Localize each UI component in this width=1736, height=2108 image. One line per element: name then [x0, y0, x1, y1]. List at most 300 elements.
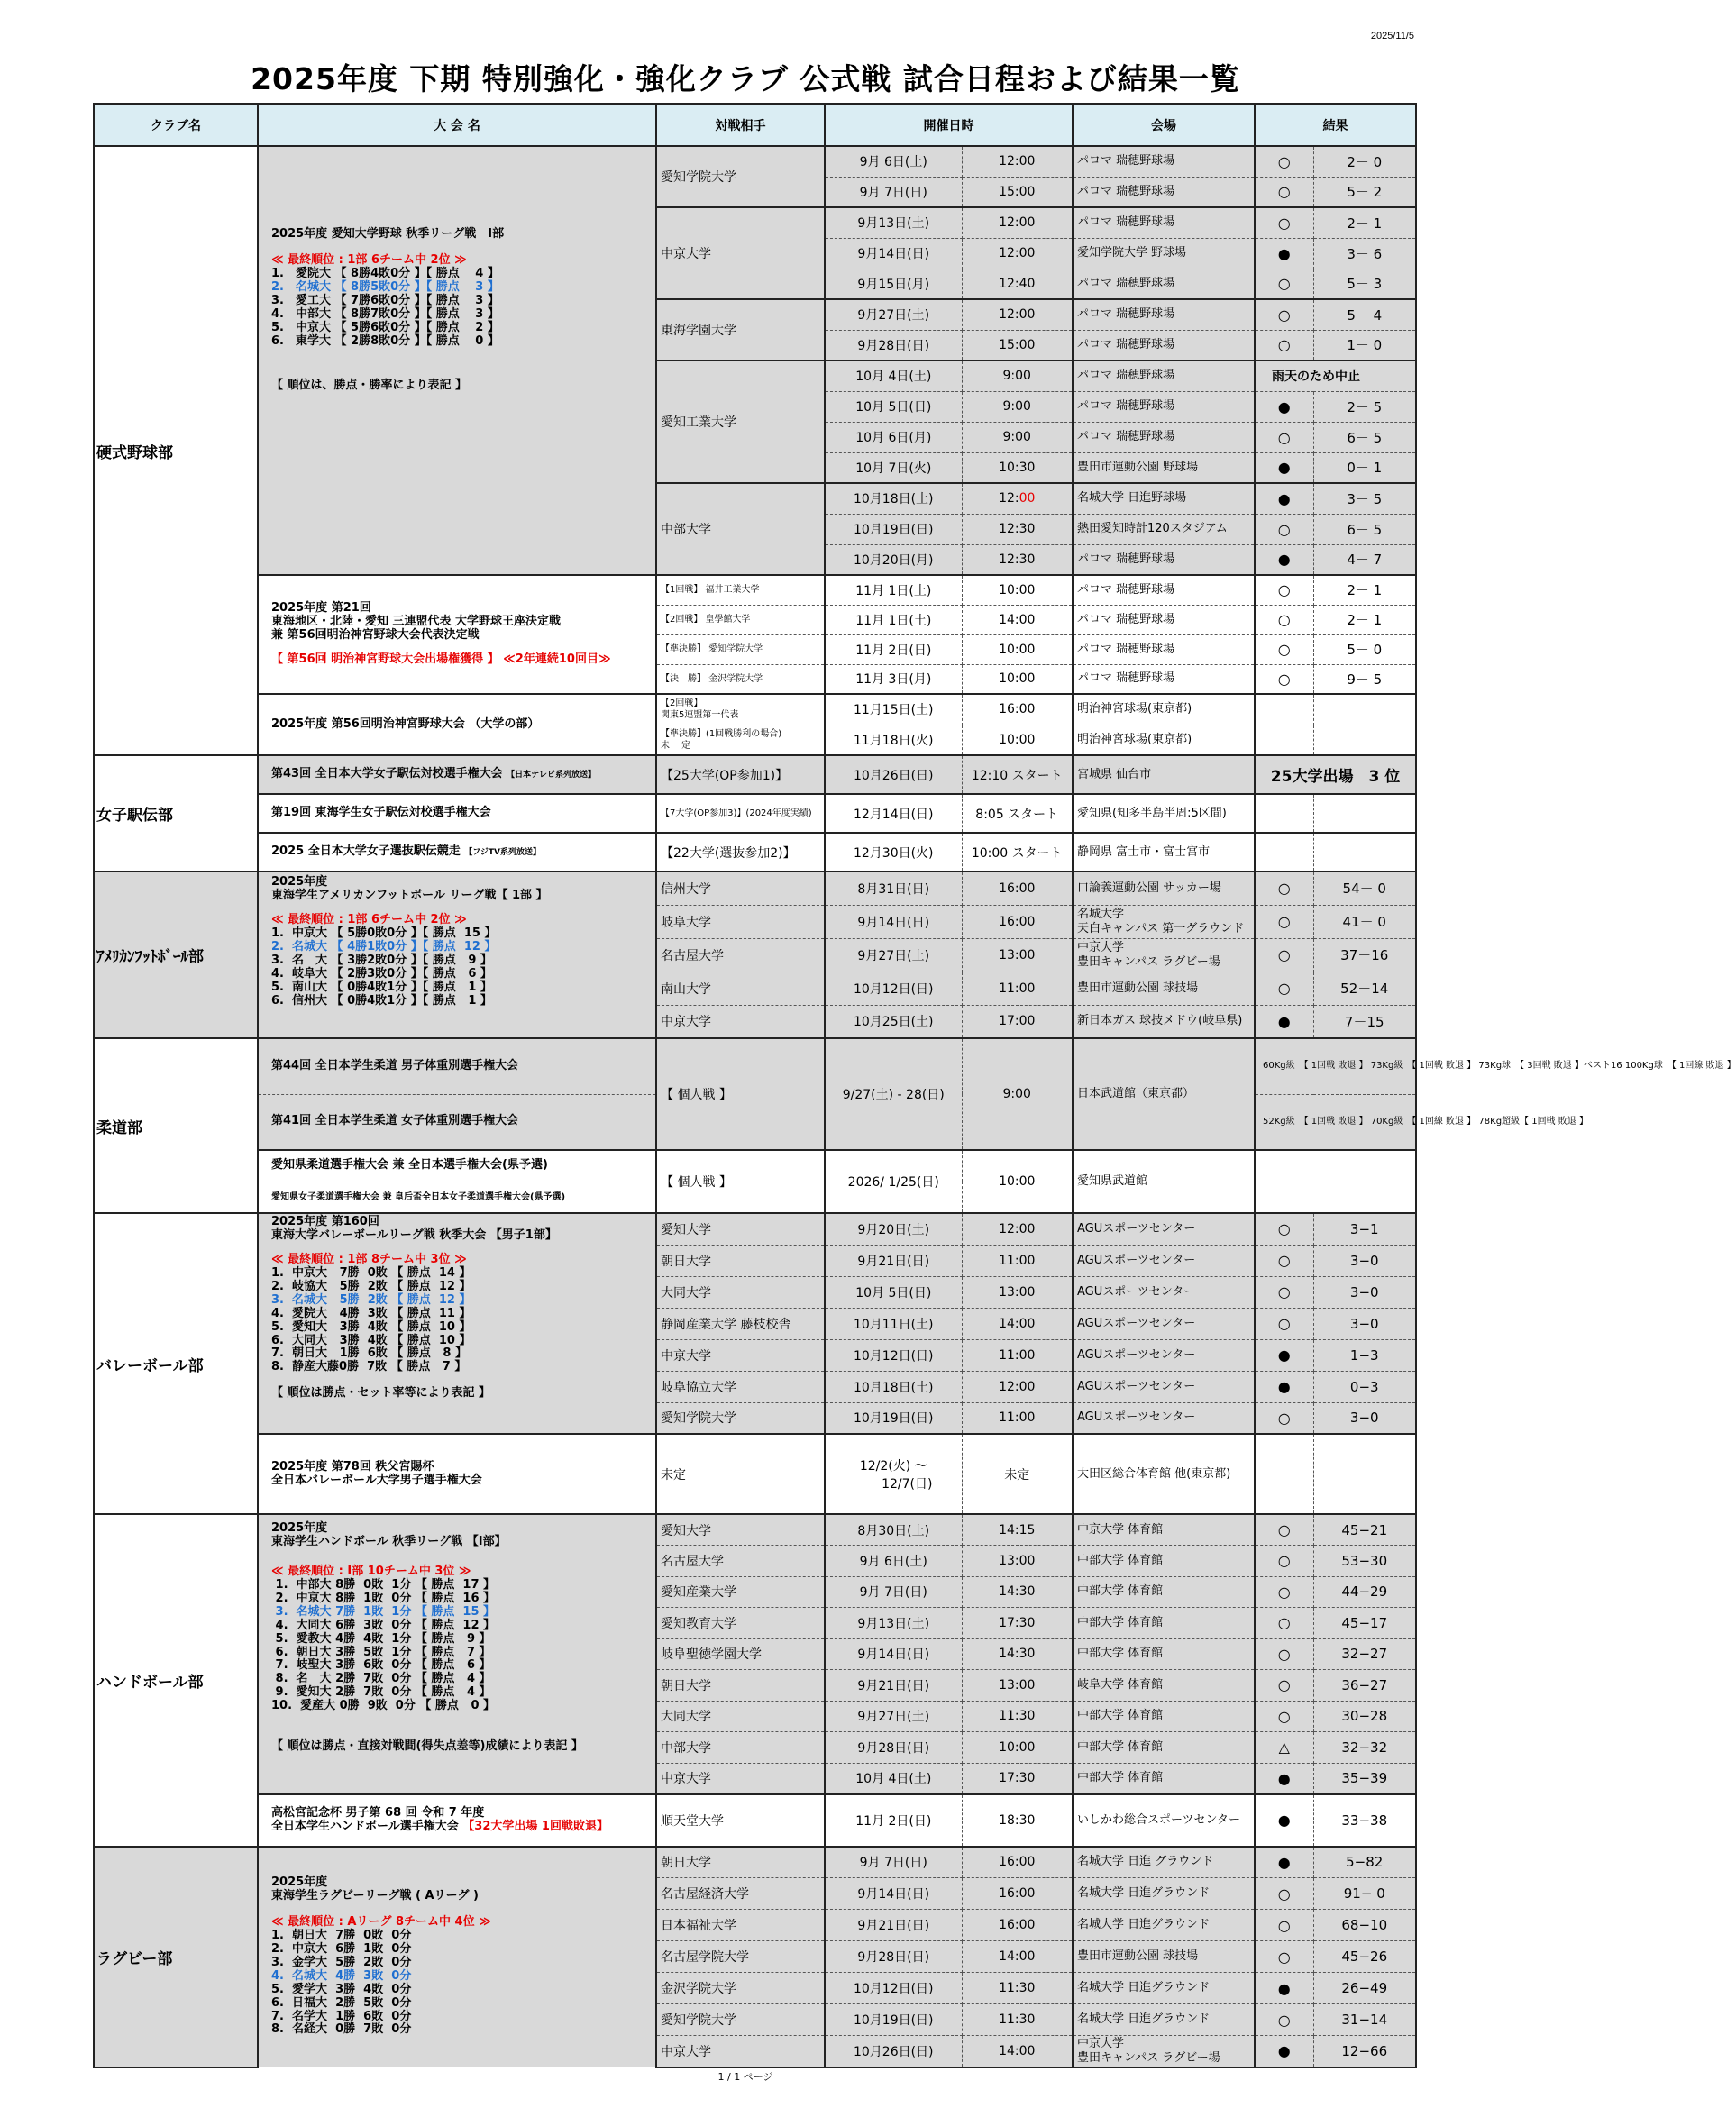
loss-icon: ● — [1277, 1853, 1291, 1871]
game-venue: パロマ 瑞穂野球場 — [1073, 544, 1255, 575]
game-time: 16:00 — [962, 694, 1073, 725]
game-time: 16:00 — [962, 871, 1073, 905]
page-number: 1 / 1 ページ — [717, 2071, 773, 2083]
game-date: 10月26日(日) — [825, 755, 962, 794]
win-icon: ○ — [1277, 1614, 1291, 1632]
result-mark — [1255, 1608, 1313, 1639]
game-venue: パロマ 瑞穂野球場 — [1073, 269, 1255, 299]
game-date: 10月 4日(土) — [825, 360, 962, 391]
header-tournament: 大 会 名 — [258, 104, 656, 146]
standing-row: 8. 名経大 0勝 7敗 0分 — [271, 2022, 412, 2037]
game-venue: 宮城県 仙台市 — [1073, 755, 1255, 794]
page-title: 2025年度 下期 特別強化・強化クラブ 公式戦 試合日程および結果一覧 — [251, 61, 1240, 96]
result-score: 3−0 — [1313, 1402, 1416, 1434]
standing-row: 2. 名城大 【 8勝5敗0分 】【 勝点 3 】 — [271, 279, 499, 294]
result-mark — [1255, 483, 1313, 514]
game-time: 17:30 — [962, 1608, 1073, 1639]
opponent: 【25大学(OP参加1)】 — [656, 755, 825, 794]
result-score: 0－ 1 — [1313, 452, 1416, 483]
game-date: 11月15日(土) — [825, 694, 962, 725]
table-row — [94, 1038, 1416, 1094]
game-venue: 豊田市運動公園 球技場 — [1073, 1941, 1255, 1973]
game-venue: AGUスポーツセンター — [1073, 1308, 1255, 1339]
header-datetime: 開催日時 — [825, 104, 1073, 146]
game-time: 14:30 — [962, 1638, 1073, 1670]
game-venue: AGUスポーツセンター — [1073, 1371, 1255, 1402]
result-mark — [1255, 1339, 1313, 1371]
tournament-name: 高松宮記念杯 男子第 68 回 令和 7 年度 全日本学生ハンドボール選手権大会 【32大学出場 1回戦敗退】 — [258, 1794, 656, 1847]
game-time: 11:30 — [962, 1973, 1073, 2004]
opponent: 愛知産業大学 — [656, 1576, 825, 1608]
result-mark — [1255, 1732, 1313, 1764]
game-time: 13:00 — [962, 1670, 1073, 1702]
game-time: 9:00 — [962, 422, 1073, 452]
result-score: 30−28 — [1313, 1701, 1416, 1732]
game-venue: 名城大学 日進グラウンド — [1073, 1910, 1255, 1941]
game-venue: AGUスポーツセンター — [1073, 1276, 1255, 1308]
game-venue: 岐阜大学 体育館 — [1073, 1670, 1255, 1702]
game-time: 12:00 — [962, 146, 1073, 177]
game-venue: 愛知学院大学 野球場 — [1073, 238, 1255, 269]
result-mark — [1255, 177, 1313, 207]
game-date: 10月 5日(日) — [825, 391, 962, 422]
opponent: 朝日大学 — [656, 1245, 825, 1276]
result-score: 0−3 — [1313, 1371, 1416, 1402]
game-venue: 名城大学 日進グラウンド — [1073, 2004, 1255, 2036]
win-icon: ○ — [1277, 913, 1291, 930]
result-detail: 60Kg級 【 1回戦 敗退 】 73Kg級 【 1回戦 敗退 】 73Kg球 【 3回戦 敗退 】ベスト16 100Kg球 【 1回線 敗退 】 — [1255, 1038, 1416, 1094]
loss-icon: ● — [1277, 397, 1291, 415]
game-date: 9月14日(日) — [825, 1878, 962, 1910]
tournament-name: 愛知県柔道選手権大会 兼 全日本選手権大会(県予選) — [258, 1150, 656, 1182]
game-date: 10月25日(土) — [825, 1005, 962, 1038]
final-rank: ≪ 最終順位 : Aリーグ 8チーム中 4位 ≫ — [271, 1914, 491, 1929]
game-time: 12:10 スタート — [962, 755, 1073, 794]
game-time: 13:00 — [962, 1276, 1073, 1308]
opponent: 中京大学 — [656, 1763, 825, 1794]
loss-icon: ● — [1277, 1769, 1291, 1787]
result-score: 3−0 — [1313, 1245, 1416, 1276]
game-venue: 愛知県(知多半島半周:5区間) — [1073, 794, 1255, 833]
game-date: 12/2(火) ～ 12/7(日) — [825, 1434, 962, 1514]
game-venue: 中部大学 体育館 — [1073, 1701, 1255, 1732]
result-mark — [1255, 938, 1313, 972]
game-date: 9月 6日(土) — [825, 1546, 962, 1577]
table-row — [94, 1847, 1416, 1878]
tournament-name: 第43回 全日本大学女子駅伝対校選手権大会 【日本テレビ系列放送】 — [258, 755, 656, 794]
game-date: 9月14日(日) — [825, 1638, 962, 1670]
result-mark — [1255, 514, 1313, 544]
result-mark — [1255, 905, 1313, 938]
win-icon: ○ — [1277, 1521, 1291, 1538]
result-mark — [1255, 1213, 1313, 1245]
win-icon: ○ — [1277, 611, 1291, 628]
tournament-name: 2025年度 東海学生ハンドボール 秋季リーグ戦 【Ⅰ部】 ≪ 最終順位 : Ⅰ部 10チーム中 3位 ≫ 1. 中部大 8勝 0敗 1分 【 勝点 17 】 2. 中京大 8勝 1敗 0分 【 勝点 16 】 3. 名城大 7勝 1敗 1分 【 勝点 15 】 4. 大同大 6勝 3敗 0分 【 勝点 12 】 5. 愛教大 4勝 4敗 1分 【 勝点 9 】 6. 朝日大 3勝 5敗 1分 【 勝点 7 】 7. 岐聖大 3勝 6敗 0分 【 勝点 6 】 8. 名 大 2勝 7敗 0分 【 勝点 4 】 9. 愛知大 2勝 7敗 0分 【 勝点 4 】 10. 愛産大 0勝 9敗 0分 【 勝点 0 】 【 順位は勝点・直接対戦間(得失点差等)成績により表記 】 — [258, 1514, 656, 1794]
result-score: 45−21 — [1313, 1514, 1416, 1546]
result-score: 9－ 5 — [1313, 664, 1416, 694]
opponent: 愛知工業大学 — [656, 360, 825, 483]
result-score: 6－ 5 — [1313, 514, 1416, 544]
result-mark — [1255, 544, 1313, 575]
game-time: 16:00 — [962, 1878, 1073, 1910]
game-venue: 名城大学 日進 グラウンド — [1073, 1847, 1255, 1878]
game-venue: AGUスポーツセンター — [1073, 1245, 1255, 1276]
result-mark — [1255, 269, 1313, 299]
game-date: 9月14日(日) — [825, 238, 962, 269]
win-icon: ○ — [1277, 306, 1291, 324]
header-club: クラブ名 — [94, 104, 258, 146]
tournament-name: 第44回 全日本学生柔道 男子体重別選手権大会 — [258, 1038, 656, 1094]
result-note: 雨天のため中止 — [1255, 360, 1416, 391]
game-time: 12:30 — [962, 544, 1073, 575]
result-mark — [1255, 664, 1313, 694]
game-date: 10月12日(日) — [825, 972, 962, 1005]
result-mark — [1255, 1308, 1313, 1339]
standing-row: 1. 朝日大 7勝 0敗 0分 — [271, 1928, 412, 1942]
opponent: 中京大学 — [656, 1339, 825, 1371]
game-date: 8月31日(日) — [825, 871, 962, 905]
game-date: 10月18日(土) — [825, 1371, 962, 1402]
club-name: 女子駅伝部 — [94, 755, 258, 871]
win-icon: ○ — [1277, 214, 1291, 232]
table-row — [94, 1794, 1416, 1847]
game-venue: AGUスポーツセンター — [1073, 1339, 1255, 1371]
standing-row: 1. 中京大 7勝 0敗 【 勝点 14 】 — [271, 1265, 471, 1280]
game-time: 12:00 — [962, 1371, 1073, 1402]
win-icon: ○ — [1277, 1252, 1291, 1269]
club-name: ラグビー部 — [94, 1847, 258, 2067]
game-time: 11:00 — [962, 972, 1073, 1005]
game-date: 9月15日(月) — [825, 269, 962, 299]
game-time: 11:00 — [962, 1245, 1073, 1276]
opponent: 愛知教育大学 — [656, 1608, 825, 1639]
result-score: 52－14 — [1313, 972, 1416, 1005]
club-name: ｱﾒﾘｶﾝﾌｯﾄﾎﾞｰﾙ部 — [94, 871, 258, 1038]
game-date: 10月12日(日) — [825, 1339, 962, 1371]
result-mark — [1255, 207, 1313, 238]
game-date: 10月26日(日) — [825, 2036, 962, 2067]
standing-row: 6. 大同大 3勝 4敗 【 勝点 10 】 — [271, 1333, 471, 1347]
game-time: 12:00 — [962, 207, 1073, 238]
game-date: 10月19日(日) — [825, 1402, 962, 1434]
game-date: 9月13日(土) — [825, 1608, 962, 1639]
result-score: 35−39 — [1313, 1763, 1416, 1794]
opponent: 【準決勝】(1回戦勝利の場合) 未 定 — [656, 725, 825, 755]
game-venue: 明治神宮球場(東京都) — [1073, 725, 1255, 755]
table-row — [94, 1150, 1416, 1182]
game-venue: 名城大学 日進グラウンド — [1073, 1973, 1255, 2004]
game-venue: パロマ 瑞穂野球場 — [1073, 177, 1255, 207]
opponent: 愛知学院大学 — [656, 146, 825, 207]
club-name: 柔道部 — [94, 1038, 258, 1213]
game-date: 2026/ 1/25(日) — [825, 1150, 962, 1213]
result-score — [1313, 694, 1416, 725]
game-venue: パロマ 瑞穂野球場 — [1073, 146, 1255, 177]
game-time: 10:00 — [962, 664, 1073, 694]
loss-icon: ● — [1277, 459, 1291, 477]
result-score: 54－ 0 — [1313, 871, 1416, 905]
game-date: 10月12日(日) — [825, 1973, 962, 2004]
game-time: 14:00 — [962, 1941, 1073, 1973]
game-time: 13:00 — [962, 1546, 1073, 1577]
final-rank: ≪ 最終順位 : 1部 6チーム中 2位 ≫ — [271, 912, 467, 926]
game-time: 16:00 — [962, 905, 1073, 938]
loss-icon: ● — [1277, 244, 1291, 262]
loss-icon: ● — [1277, 1811, 1291, 1829]
result-mark — [1255, 605, 1313, 634]
result-score: 7－15 — [1313, 1005, 1416, 1038]
game-date: 9月27日(土) — [825, 1701, 962, 1732]
game-time: 9:00 — [962, 360, 1073, 391]
game-time: 14:00 — [962, 2036, 1073, 2067]
result-score: 1−3 — [1313, 1339, 1416, 1371]
ranking-note: 【 順位は、勝点・勝率により表記 】 — [271, 378, 468, 392]
game-time: 8:05 スタート — [962, 794, 1073, 833]
win-icon: ○ — [1277, 1552, 1291, 1570]
standing-row: 8. 名 大 2勝 7敗 0分 【 勝点 4 】 — [271, 1672, 491, 1686]
table-row — [94, 575, 1416, 605]
result-detail — [1255, 1182, 1416, 1213]
game-date: 9/27(土) - 28(日) — [825, 1038, 962, 1150]
game-time: 13:00 — [962, 938, 1073, 972]
game-venue: 大田区総合体育館 他(東京都) — [1073, 1434, 1255, 1514]
game-date: 12月14日(日) — [825, 794, 962, 833]
game-date: 10月11日(土) — [825, 1308, 962, 1339]
game-date: 10月 4日(土) — [825, 1763, 962, 1794]
result-mark — [1255, 1701, 1313, 1732]
standing-row: 6. 信州大 【 0勝4敗1分 】【 勝点 1 】 — [271, 993, 492, 1008]
game-venue: パロマ 瑞穂野球場 — [1073, 299, 1255, 330]
win-icon: ○ — [1277, 1315, 1291, 1332]
game-time: 14:30 — [962, 1576, 1073, 1608]
tournament-name: 2025年度 東海学生アメリカンフットボール リーグ戦【 1部 】 ≪ 最終順位 : 1部 6チーム中 2位 ≫ 1. 中京大 【 5勝0敗0分 】【 勝点 15 】 2. 名城大 【 4勝1敗0分 】【 勝点 12 】 3. 名 大 【 3勝2敗0分 】【 勝点 9 】 4. 岐阜大 【 2勝3敗0分 】【 勝点 6 】 5. 南山大 【 0勝4敗1分 】【 勝点 1 】 6. 信州大 【 0勝4敗1分 】【 勝点 1 】 — [258, 871, 656, 1038]
opponent: 静岡産業大学 藤枝校舎 — [656, 1308, 825, 1339]
opponent: 大同大学 — [656, 1701, 825, 1732]
result-score: 4－ 7 — [1313, 544, 1416, 575]
opponent: 【1回戦】 福井工業大学 — [656, 575, 825, 605]
result-score: 3－ 6 — [1313, 238, 1416, 269]
result-mark — [1255, 634, 1313, 664]
game-date: 9月21日(日) — [825, 1670, 962, 1702]
result-score: 3－ 5 — [1313, 483, 1416, 514]
result-score: 32−27 — [1313, 1638, 1416, 1670]
result-mark — [1255, 1402, 1313, 1434]
game-date: 11月 2日(日) — [825, 634, 962, 664]
game-date: 9月13日(土) — [825, 207, 962, 238]
game-venue: パロマ 瑞穂野球場 — [1073, 330, 1255, 360]
result-mark — [1255, 1276, 1313, 1308]
result-mark — [1255, 575, 1313, 605]
win-icon: ○ — [1277, 428, 1291, 446]
game-date: 11月 2日(日) — [825, 1794, 962, 1847]
result-score: 68−10 — [1313, 1910, 1416, 1941]
table-row — [94, 1514, 1416, 1546]
win-icon: ○ — [1277, 275, 1291, 293]
tournament-name: 2025 全日本大学女子選抜駅伝競走 【フジTV系列放送】 — [258, 833, 656, 871]
opponent: 【7大学(OP参加3)】(2024年度実績) — [656, 794, 825, 833]
game-date: 9月20日(土) — [825, 1213, 962, 1245]
game-venue: 愛知県武道館 — [1073, 1150, 1255, 1213]
result-score: 2－ 0 — [1313, 146, 1416, 177]
win-icon: ○ — [1277, 1948, 1291, 1966]
club-name: バレーボール部 — [94, 1213, 258, 1514]
opponent: 【準決勝】 愛知学院大学 — [656, 634, 825, 664]
game-venue: 中部大学 体育館 — [1073, 1608, 1255, 1639]
result-score: 5−82 — [1313, 1847, 1416, 1878]
game-time: 10:00 — [962, 634, 1073, 664]
opponent: 朝日大学 — [656, 1670, 825, 1702]
game-date: 11月18日(火) — [825, 725, 962, 755]
tournament-name: 2025年度 第160回 東海大学バレーボールリーグ戦 秋季大会 【男子1部】 ≪ 最終順位 : 1部 8チーム中 3位 ≫ 1. 中京大 7勝 0敗 【 勝点 14 】 2. 岐協大 5勝 2敗 【 勝点 12 】 3. 名城大 5勝 2敗 【 勝点 12 】 4. 愛院大 4勝 3敗 【 勝点 11 】 5. 愛知大 3勝 4敗 【 勝点 10 】 6. 大同大 3勝 4敗 【 勝点 10 】 7. 朝日大 1勝 6敗 【 勝点 8 】 8. 静産大藤0勝 7敗 【 勝点 7 】 【 順位は勝点・セット率等により表記 】 — [258, 1213, 656, 1434]
game-time: 未定 — [962, 1434, 1073, 1514]
opponent: 岐阜聖徳学園大学 — [656, 1638, 825, 1670]
opponent: 中部大学 — [656, 1732, 825, 1764]
game-venue: パロマ 瑞穂野球場 — [1073, 634, 1255, 664]
game-time: 18:30 — [962, 1794, 1073, 1847]
result-mark — [1255, 1514, 1313, 1546]
tournament-name: 第19回 東海学生女子駅伝対校選手権大会 — [258, 794, 656, 833]
result-score — [1313, 725, 1416, 755]
loss-icon: ● — [1277, 2042, 1291, 2060]
result-mark — [1255, 422, 1313, 452]
game-venue: 名城大学 天白キャンパス 第一グラウンド — [1073, 905, 1255, 938]
opponent: 東海学園大学 — [656, 299, 825, 360]
standing-row: 7. 名学大 1勝 6敗 0分 — [271, 2009, 412, 2023]
result-mark — [1255, 2036, 1313, 2067]
result-mark — [1255, 2004, 1313, 2036]
standing-row: 4. 中部大 【 8勝7敗0分 】【 勝点 3 】 — [271, 306, 499, 321]
win-icon: ○ — [1277, 1884, 1291, 1903]
game-time: 14:15 — [962, 1514, 1073, 1546]
final-rank: ≪ 最終順位 : 1部 6チーム中 2位 ≫ — [271, 252, 467, 267]
game-time: 17:00 — [962, 1005, 1073, 1038]
win-icon: ○ — [1277, 1220, 1291, 1238]
win-icon: ○ — [1277, 152, 1291, 170]
game-venue: パロマ 瑞穂野球場 — [1073, 422, 1255, 452]
game-time: 17:30 — [962, 1763, 1073, 1794]
result-score: 2－ 5 — [1313, 391, 1416, 422]
game-date: 10月19日(日) — [825, 514, 962, 544]
standing-row: 4. 名城大 4勝 3敗 0分 — [271, 1968, 412, 1983]
result-mark — [1255, 238, 1313, 269]
result-mark — [1255, 725, 1313, 755]
win-icon: ○ — [1277, 1707, 1291, 1725]
standing-row: 3. 名城大 7勝 1敗 1分 【 勝点 15 】 — [271, 1604, 496, 1619]
game-time: 14:00 — [962, 1308, 1073, 1339]
result-mark — [1255, 1794, 1313, 1847]
result-mark — [1255, 391, 1313, 422]
opponent: 金沢学院大学 — [656, 1973, 825, 2004]
highlight-note: 【 第56回 明治神宮野球大会出場権獲得 】 ≪2年連続10回目≫ — [271, 652, 611, 666]
result-score: 3−0 — [1313, 1276, 1416, 1308]
win-icon: ○ — [1277, 1645, 1291, 1663]
game-venue: AGUスポーツセンター — [1073, 1402, 1255, 1434]
game-venue: AGUスポーツセンター — [1073, 1213, 1255, 1245]
tournament-name: 2025年度 第21回 東海地区・北陸・愛知 三連盟代表 大学野球王座決定戦 兼 第56回明治神宮野球大会代表決定戦 【 第56回 明治神宮野球大会出場権獲得 】 ≪2年連続10回目≫ — [258, 575, 656, 694]
game-venue: 日本武道館（東京都） — [1073, 1038, 1255, 1150]
game-date: 11月 1日(土) — [825, 575, 962, 605]
win-icon: ○ — [1277, 581, 1291, 599]
game-date: 9月28日(日) — [825, 330, 962, 360]
final-rank: ≪ 最終順位 : 1部 8チーム中 3位 ≫ — [271, 1252, 467, 1266]
result-mark — [1255, 330, 1313, 360]
opponent: 順天堂大学 — [656, 1794, 825, 1847]
game-venue: 中京大学 豊田キャンパス ラグビー場 — [1073, 2036, 1255, 2067]
result-score: 41－ 0 — [1313, 905, 1416, 938]
game-date: 10月19日(日) — [825, 2004, 962, 2036]
standing-row: 1. 中部大 8勝 0敗 1分 【 勝点 17 】 — [271, 1577, 496, 1592]
win-icon: ○ — [1277, 880, 1291, 898]
result-score: 36−27 — [1313, 1670, 1416, 1702]
opponent: 朝日大学 — [656, 1847, 825, 1878]
game-venue: 熱田愛知時計120スタジアム — [1073, 514, 1255, 544]
game-time: 10:00 — [962, 1150, 1073, 1213]
header-opponent: 対戦相手 — [656, 104, 825, 146]
opponent: 【 個人戦 】 — [656, 1150, 825, 1213]
result-score: 26−49 — [1313, 1973, 1416, 2004]
standing-row: 2. 名城大 【 4勝1敗0分 】【 勝点 12 】 — [271, 939, 497, 954]
table-row — [94, 1434, 1416, 1514]
game-time: 9:00 — [962, 1038, 1073, 1150]
game-venue: 豊田市運動公園 野球場 — [1073, 452, 1255, 483]
game-venue: パロマ 瑞穂野球場 — [1073, 575, 1255, 605]
standing-row: 6. 朝日大 3勝 5敗 1分 【 勝点 7 】 — [271, 1645, 491, 1659]
loss-icon: ● — [1277, 1979, 1291, 1997]
opponent: 【2回戦】 皇學館大学 — [656, 605, 825, 634]
game-venue: 名城大学 日進グラウンド — [1073, 1878, 1255, 1910]
win-icon: ○ — [1277, 1409, 1291, 1427]
game-date: 9月21日(日) — [825, 1245, 962, 1276]
game-venue: 中部大学 体育館 — [1073, 1546, 1255, 1577]
game-venue: 静岡県 富士市・富士宮市 — [1073, 833, 1255, 871]
result-score: 6－ 5 — [1313, 422, 1416, 452]
game-venue: 新日本ガス 球技メドウ(岐阜県) — [1073, 1005, 1255, 1038]
game-date: 8月30日(土) — [825, 1514, 962, 1546]
standing-row: 3. 名城大 5勝 2敗 【 勝点 12 】 — [271, 1292, 471, 1307]
opponent: 愛知学院大学 — [656, 1402, 825, 1434]
standing-row: 6. 日福大 2勝 5敗 0分 — [271, 1995, 412, 2010]
result-mark — [1255, 794, 1313, 833]
game-time: 12:00 — [962, 299, 1073, 330]
game-time: 11:30 — [962, 1701, 1073, 1732]
game-venue: 中部大学 体育館 — [1073, 1763, 1255, 1794]
schedule-table — [93, 103, 1736, 2068]
game-time: 14:00 — [962, 605, 1073, 634]
opponent: 信州大学 — [656, 871, 825, 905]
result-mark — [1255, 1878, 1313, 1910]
result-score: 12−66 — [1313, 2036, 1416, 2067]
standing-row: 5. 愛学大 3勝 4敗 0分 — [271, 1982, 412, 1996]
result-score: 32−32 — [1313, 1732, 1416, 1764]
opponent: 名古屋大学 — [656, 938, 825, 972]
win-icon: ○ — [1277, 2011, 1291, 2029]
game-venue: 中部大学 体育館 — [1073, 1638, 1255, 1670]
header-result: 結果 — [1255, 104, 1416, 146]
opponent: 岐阜協立大学 — [656, 1371, 825, 1402]
standing-row: 5. 愛教大 4勝 4敗 1分 【 勝点 9 】 — [271, 1631, 491, 1646]
standing-row: 10. 愛産大 0勝 9敗 0分 【 勝点 0 】 — [271, 1699, 496, 1713]
result-score: 2－ 1 — [1313, 605, 1416, 634]
win-icon: ○ — [1277, 946, 1291, 963]
result-mark — [1255, 1941, 1313, 1973]
game-time: 16:00 — [962, 1847, 1073, 1878]
result-mark — [1255, 1546, 1313, 1577]
result-score: 31−14 — [1313, 2004, 1416, 2036]
standing-row: 5. 愛知大 3勝 4敗 【 勝点 10 】 — [271, 1319, 471, 1334]
result-mark — [1255, 1005, 1313, 1038]
opponent: 岐阜大学 — [656, 905, 825, 938]
standing-row: 1. 愛院大 【 8勝4敗0分 】【 勝点 4 】 — [271, 266, 499, 280]
